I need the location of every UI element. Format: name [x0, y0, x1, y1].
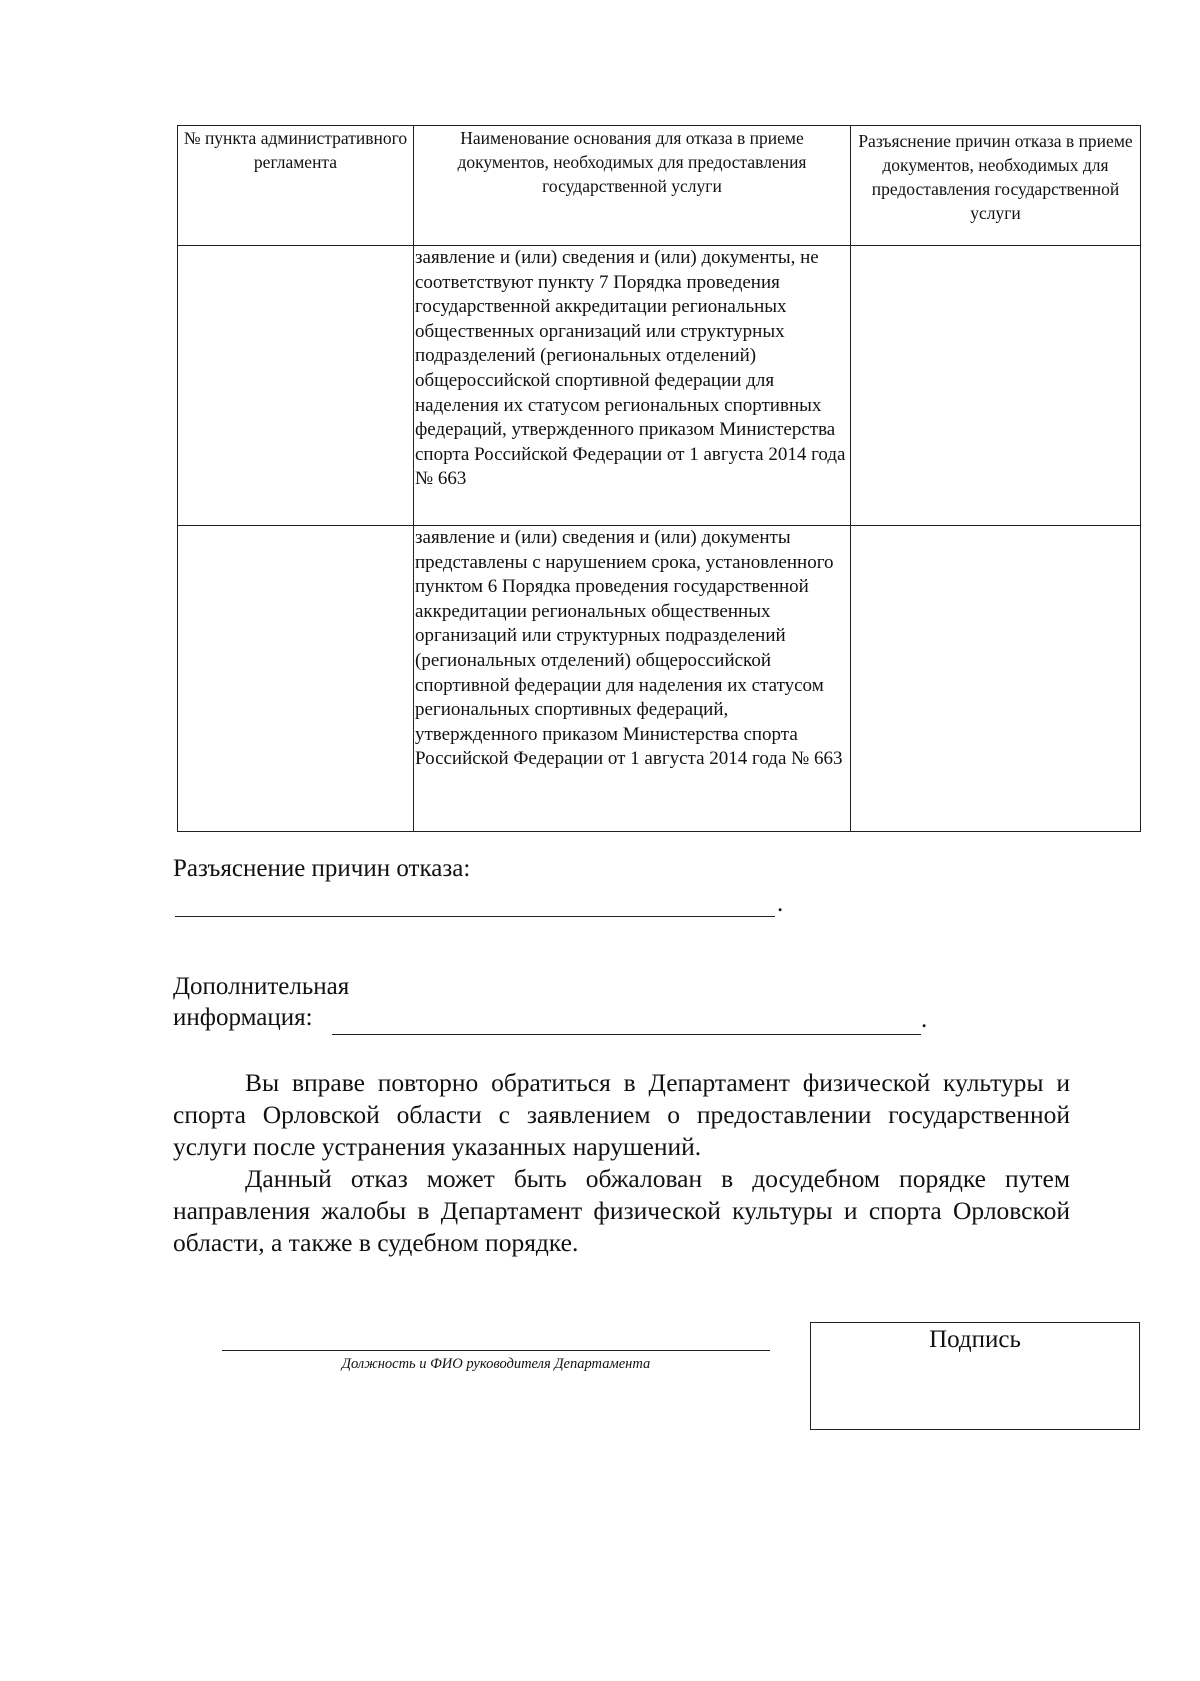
signature-box [810, 1322, 1140, 1430]
table-row [178, 526, 1141, 832]
additional-info-label-line1: Дополнительная [173, 973, 350, 1000]
header-point-number: № пункта административного регламента [178, 126, 414, 246]
additional-info-label-line2: информация: [173, 1004, 313, 1031]
refusal-reasons-table [177, 125, 1141, 832]
signature-caption: Должность и ФИО руководителя Департамента [341, 1356, 651, 1372]
row-2-point [178, 526, 414, 832]
appeal-paragraph: Данный отказ может быть обжалован в досудебном порядке путем направления жалобы в Департамент физической культуры и спорта Орловской области, а также в судебном порядке. [173, 1164, 1070, 1257]
header-refusal-basis: Наименование основания для отказа в приеме документов, необходимых для предоставления государственной услуги [414, 126, 851, 246]
row-1-point [178, 246, 414, 526]
refusal-explanation-period: . [777, 890, 784, 917]
table-row [178, 246, 1141, 526]
row-2-explanation [851, 526, 1141, 832]
row-2-basis: заявление и (или) сведения и (или) документы представлены с нарушением срока, установленного пунктом 6 Порядка проведения государственной аккредитации региональных общественных организаций или структурных подразделений (региональных отделений) общероссийской спортивной федерации для наделения их статусом региональных спортивных федераций, утвержденного приказом Министерства спорта Российской Федерации от 1 августа 2014 года № 663 [414, 526, 851, 832]
additional-info-period: . [921, 1006, 928, 1033]
refusal-explanation-blank-line [175, 886, 775, 917]
additional-info-blank-line [332, 1006, 921, 1035]
refusal-explanation-label: Разъяснение причин отказа: [173, 855, 471, 882]
row-1-basis: заявление и (или) сведения и (или) документы, не соответствуют пункту 7 Порядка проведения государственной аккредитации региональных общественных организаций или структурных подразделений (региональных отделений) общероссийской спортивной федерации для наделения их статусом региональных спортивных федераций, утвержденного приказом Министерства спорта Российской Федерации от 1 августа 2014 года № 663 [414, 246, 851, 526]
reapply-paragraph: Вы вправе повторно обратиться в Департамент физической культуры и спорта Орловской области с заявлением о предоставлении государственной услуги после устранения указанных нарушений. [173, 1068, 1070, 1161]
header-refusal-explanation: Разъяснение причин отказа в приеме документов, необходимых для предоставления государственной услуги [851, 126, 1141, 246]
table-header-row [178, 126, 1141, 246]
row-1-explanation [851, 246, 1141, 526]
signature-blank-line [222, 1340, 770, 1351]
signature-box-label: Подпись [929, 1326, 1021, 1353]
